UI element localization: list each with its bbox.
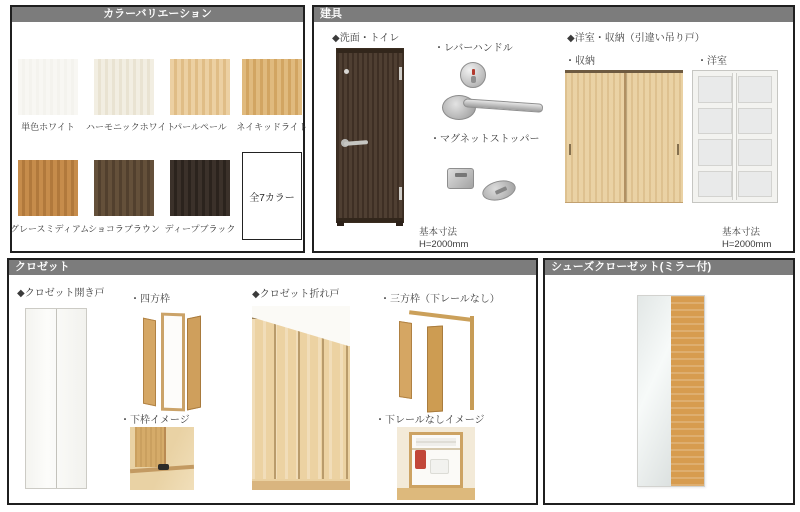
- frame-back: [161, 313, 185, 412]
- swatch-grace-medium: [18, 160, 78, 216]
- glazed-door-panel-right: [738, 76, 772, 197]
- sliding-door-handle-right: [677, 144, 679, 155]
- no-bottom-rail-photo: [397, 427, 475, 500]
- frame-mid-panel: [427, 325, 443, 412]
- hinged-door-split-line: [56, 309, 57, 488]
- western-room-storage-label: ◆洋室・収納（引違い吊り戸）: [567, 33, 705, 44]
- dims-value: H=2000mm: [419, 239, 469, 250]
- photo-floor: [397, 488, 475, 500]
- door-hinge-top: [399, 67, 402, 80]
- stopper-plate-slot: [495, 186, 508, 195]
- swatch-solid-white: [18, 59, 78, 115]
- lock-thumb-turn: [471, 76, 476, 83]
- magnet-stopper-body-image: [447, 168, 474, 189]
- section-closet: [7, 258, 538, 505]
- dims-label: 基本寸法: [419, 227, 458, 238]
- sliding-door-seam: [624, 73, 626, 202]
- four-side-frame-label: ・四方枠: [130, 294, 170, 305]
- door-hinge-bottom: [399, 187, 402, 200]
- three-side-frame-label: ・三方枠（下レールなし）: [380, 294, 500, 305]
- magnet-stopper-plate-image: [480, 177, 518, 204]
- glass-pane: [738, 108, 772, 135]
- bottom-frame-label: ・下枠イメージ: [120, 415, 190, 426]
- closet-folding-door-label: ◆クロゼット折れ戸: [252, 289, 340, 300]
- glazed-door-panel-left: [698, 76, 732, 197]
- three-side-frame-image: [397, 310, 477, 416]
- storage-label: ・収納: [565, 56, 595, 67]
- swatch-naked-light: [242, 59, 302, 115]
- swatch-chocolat-brown: [94, 160, 154, 216]
- swatch-deep-black: [170, 160, 230, 216]
- lever-handle-image: [442, 95, 552, 125]
- swatch-label: ハーモニックホワイト: [86, 122, 176, 132]
- dims-label: 基本寸法: [722, 227, 761, 238]
- swatch-label: ネイキッドライト: [236, 122, 308, 132]
- glass-pane: [738, 139, 772, 166]
- western-room-label: ・洋室: [697, 56, 727, 67]
- door-handle-bar: [344, 140, 368, 146]
- swatch-label: ディープブラック: [164, 224, 236, 234]
- wood-half: [671, 296, 704, 486]
- magnet-stopper-label: ・マグネットストッパー: [430, 134, 540, 145]
- dims-value: H=2000mm: [722, 239, 772, 250]
- glass-pane: [698, 108, 732, 135]
- photo-linen-shelf: [416, 438, 456, 446]
- swatch-label: 単色ホワイト: [21, 122, 75, 132]
- basic-dimensions-right: [722, 227, 771, 251]
- section-title-color-variation: カラーバリエーション: [12, 7, 303, 22]
- lever-handle-label: ・レバーハンドル: [434, 43, 513, 54]
- swatch-label: グレースミディアム: [10, 224, 90, 234]
- basic-dimensions-left: [419, 227, 468, 251]
- glass-pane: [698, 76, 732, 103]
- swatch-harmonic-white: [94, 59, 154, 115]
- photo-red-garment: [415, 450, 425, 469]
- closet-folding-door-photo: [252, 306, 350, 490]
- photo-door-edge: [135, 427, 166, 467]
- shoe-closet-mirror-door-image: [637, 295, 705, 487]
- glass-pane: [738, 171, 772, 198]
- thumb-turn-lock-image: [460, 62, 486, 88]
- door-foot-right: [396, 221, 403, 226]
- four-side-frame-image: [142, 312, 202, 416]
- mirror-half: [638, 296, 671, 486]
- sliding-door-handle-left: [569, 144, 571, 155]
- washroom-door-image: [337, 49, 403, 222]
- bottom-frame-photo: [130, 427, 194, 490]
- washroom-toilet-label: ◆洗面・トイレ: [332, 33, 400, 44]
- glass-pane: [698, 139, 732, 166]
- photo-closet-opening: [409, 432, 462, 488]
- total-colors-box: 全7カラー: [242, 152, 302, 240]
- swatch-pearl-pale: [170, 59, 230, 115]
- storage-sliding-doors-image: [565, 70, 683, 203]
- frame-right-panel: [187, 316, 201, 411]
- center-stile: [732, 73, 737, 200]
- frame-left-panel: [399, 321, 412, 399]
- glass-pane: [698, 171, 732, 198]
- frame-lintel-right: [470, 316, 474, 410]
- photo-white-garments: [430, 459, 449, 474]
- section-title-closet: クロゼット: [9, 260, 536, 275]
- closet-hinged-door-image: [25, 308, 87, 489]
- no-bottom-rail-label: ・下レールなしイメージ: [375, 415, 485, 426]
- glass-pane: [738, 76, 772, 103]
- section-title-tategu: 建具: [314, 7, 793, 22]
- stopper-slot: [455, 173, 467, 177]
- section-tategu: [312, 5, 795, 253]
- frame-left-panel: [143, 318, 156, 407]
- section-shoe-closet: [543, 258, 795, 505]
- western-room-sliding-doors-image: [692, 70, 778, 203]
- closet-hinged-door-label: ◆クロゼット開き戸: [17, 288, 105, 299]
- section-title-shoe-closet: シューズクローゼット(ミラー付): [545, 260, 793, 275]
- swatch-label: パールペール: [173, 122, 227, 132]
- photo-floor: [252, 481, 350, 490]
- door-foot-left: [337, 221, 344, 226]
- swatch-label: ショコラブラウン: [88, 224, 160, 234]
- lock-indicator-red: [472, 69, 475, 75]
- door-lock-indicator: [344, 69, 349, 74]
- photo-door-stopper: [158, 464, 169, 470]
- frame-lintel-top: [409, 310, 471, 322]
- section-color-variation: [10, 5, 308, 253]
